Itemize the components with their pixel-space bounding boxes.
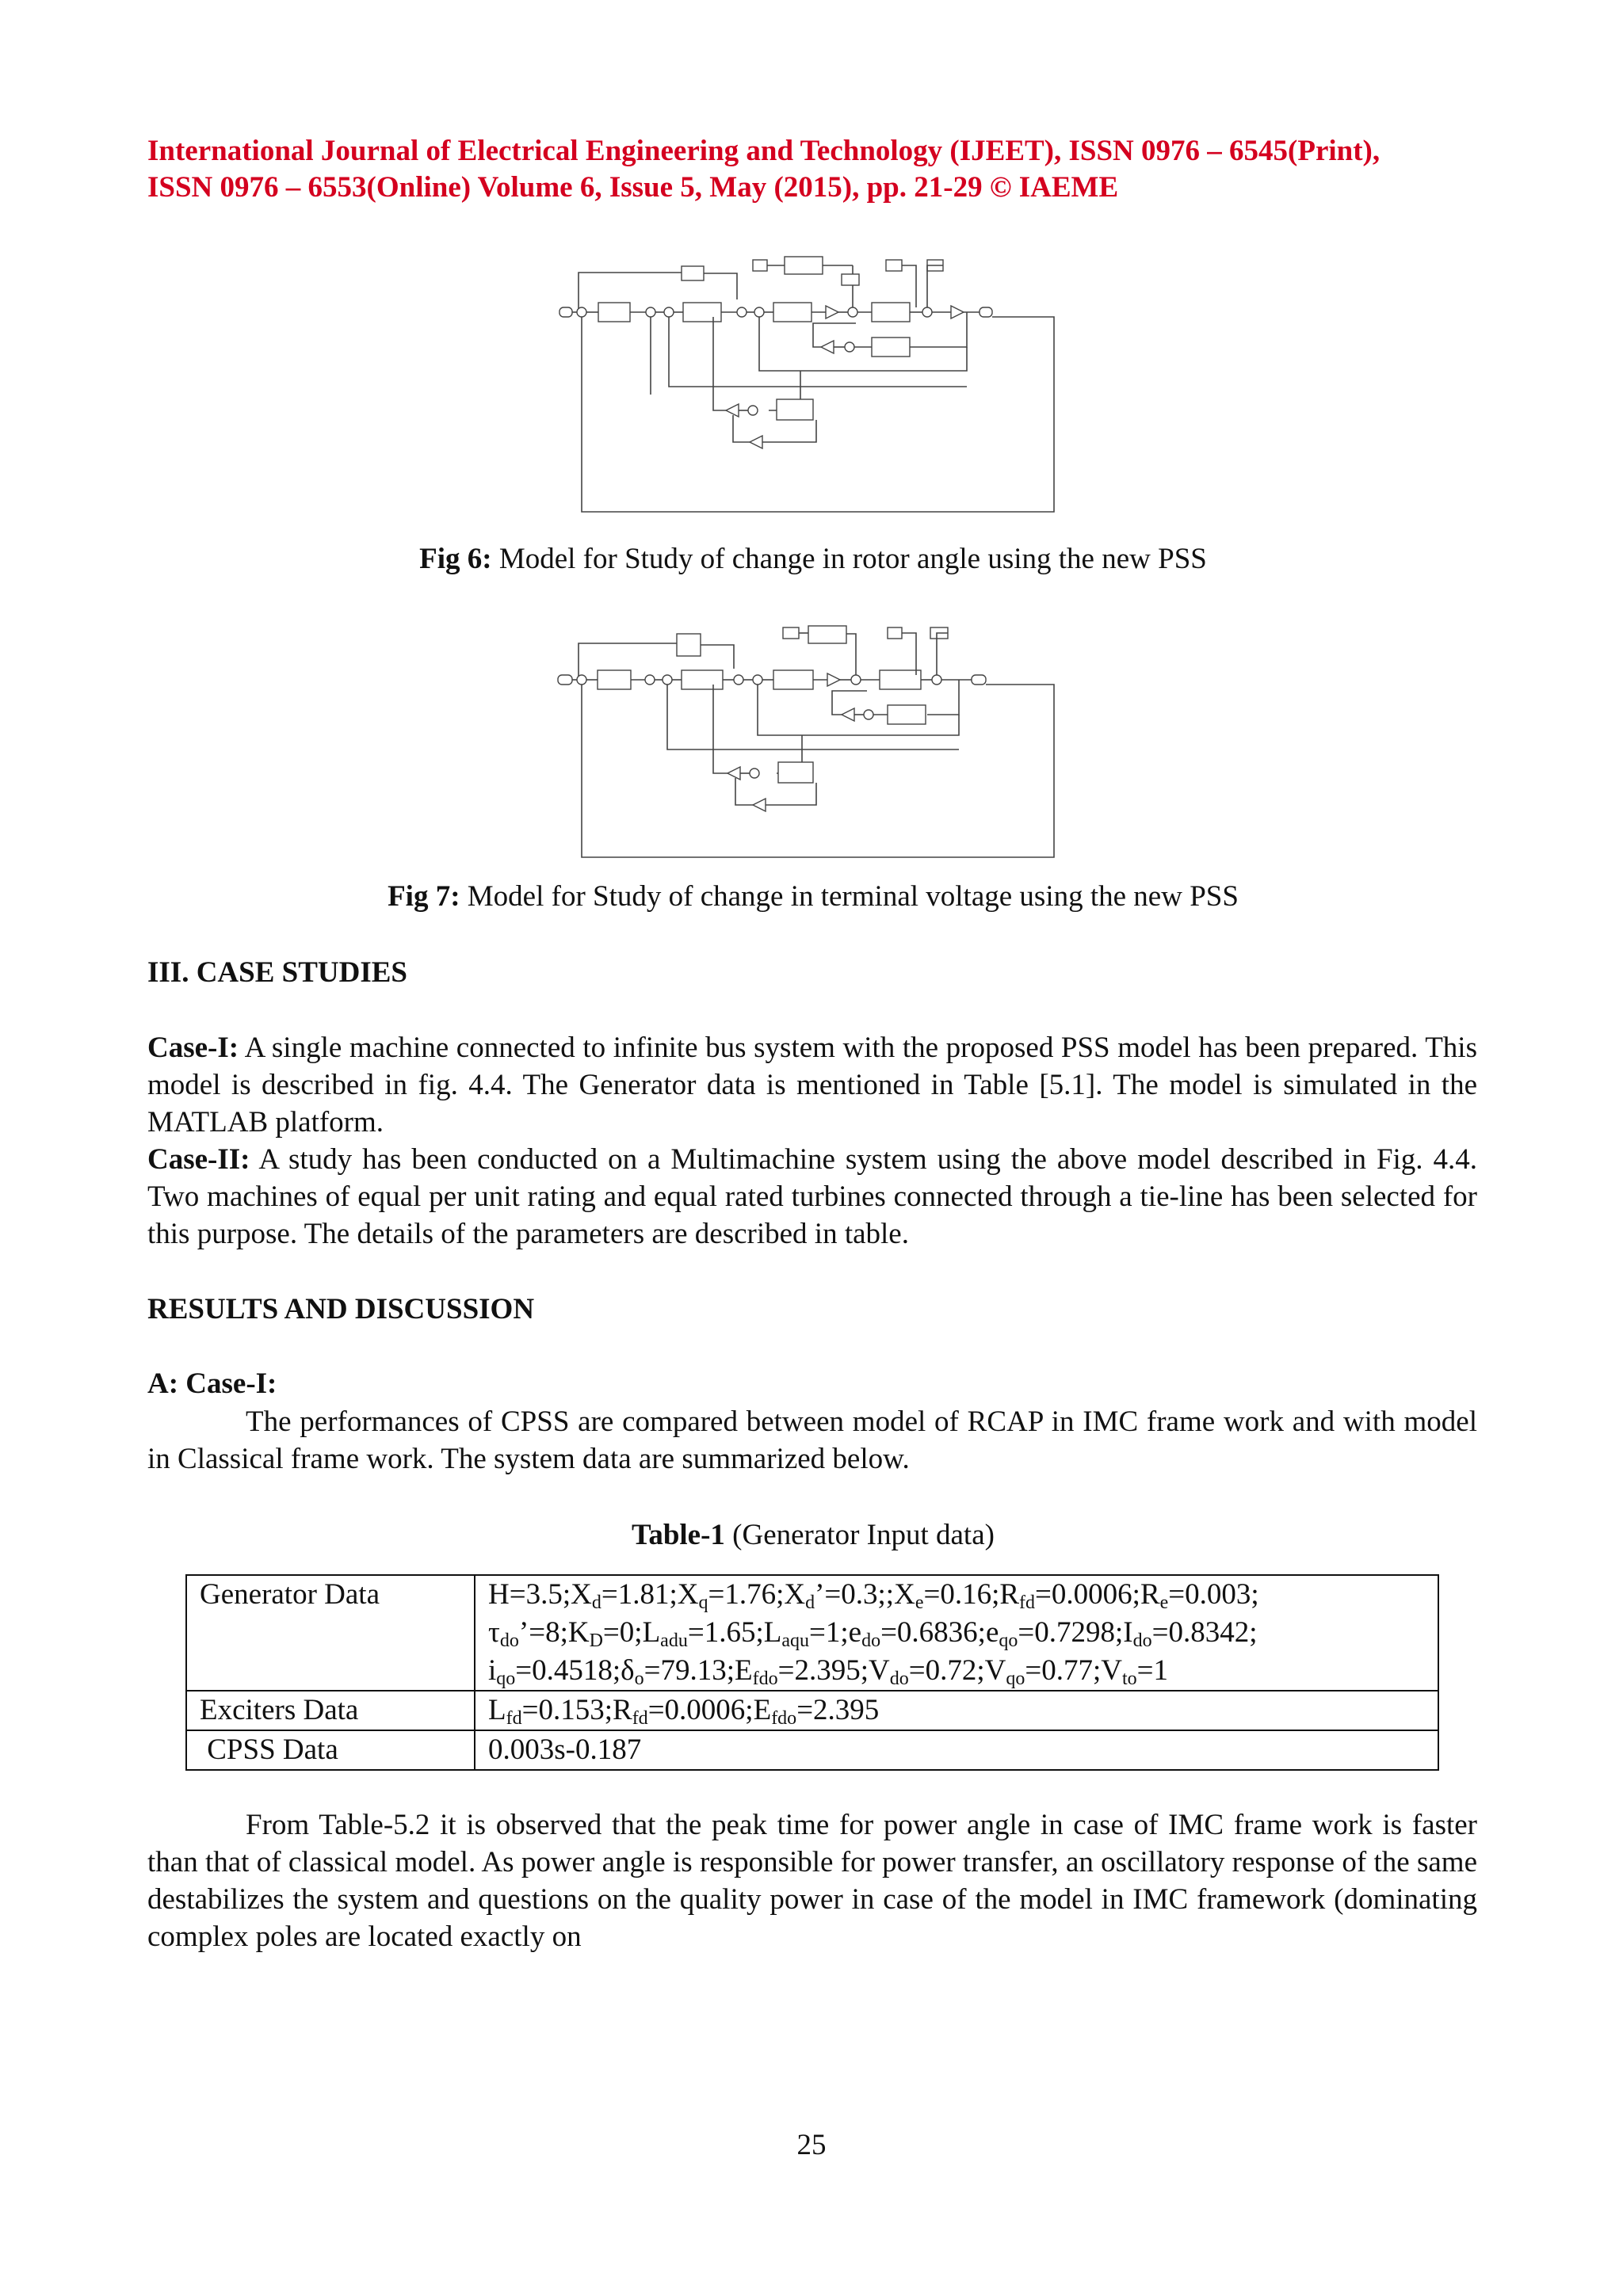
results-paragraph: From Table-5.2 it is observed that the peak time for power angle in case of IMC frame work is faster than that of classical model. As power angle is responsible for power transfer, an oscillatory response of the same destabilizes the system and questions on the quality power in case of the model in IMC framework (dominating complex poles are located exactly on [147,1809,1477,1953]
journal-header-line-1: International Journal of Electrical Engineering and Technology (IJEET), ISSN 0976 – 6545(Print), [147,135,1381,167]
table1-label: Table-1 [632,1519,725,1551]
table-cell-label: Generator Data [186,1575,475,1691]
fig6-label: Fig 6: [419,543,492,575]
subsection-heading-case1: A: Case-I: [147,1367,277,1400]
table-cell-label: Exciters Data [186,1691,475,1730]
generator-input-table [185,1574,1439,1771]
journal-header [147,133,1479,206]
table-row [186,1691,1438,1730]
generator-data-value: $H=3.5;X_d=1.81;X_q=1.76;X_d’=0.3;;X_e=0.16;R_{fd}=0.0006;R_e=0.003$; $\tau_{do}’=8;K_D=0;L_{adu}=1.65;L_{aqu}=1;e_{do}=0.6836;e_{qo}=0.7298;I_{do}=0.8342$; $i_{qo}=0.4518;\delta_o=79.13;E_{fdo}=2.395;V_{do}=0.72;V_{qo}=0.77;V_{to}=1$ [475,1575,1438,1691]
case1-text: A single machine connected to infinite bus system with the proposed PSS model has been prepared. This model is described in fig. 4.4. The Generator data is mentioned in Table [5.1]. The model is simulated in the MATLAB platform. [147,1032,1477,1138]
case2-paragraph [147,1141,1477,1253]
fig6-simulink-model [555,252,1078,521]
fig7-diagram [555,624,1078,862]
case1-label: Case-I: [147,1032,239,1064]
case1-paragraph [147,1029,1477,1141]
fig7-simulink-model [555,624,1078,862]
table1-title [147,1517,1479,1554]
fig7-label: Fig 7: [388,880,460,913]
cpss-data-value: 0.003s-0.187 [475,1730,1438,1770]
table-cell-label: CPSS Data [186,1730,475,1770]
case2-label: Case-II: [147,1143,250,1176]
case2-text: A study has been conducted on a Multimachine system using the above model described in Fig. 4.4. Two machines of equal per unit rating and equal rated turbines connected through a tie-line has been selected for this purpose. The details of the parameters are described in table. [147,1143,1477,1250]
page-number: 25 [796,2129,827,2161]
table1-subtitle: (Generator Input data) [724,1519,995,1551]
section-heading-results: RESULTS AND DISCUSSION [147,1293,535,1325]
fig6-caption-text: Model for Study of change in rotor angle using the new PSS [491,543,1207,575]
table-row [186,1730,1438,1770]
fig6-diagram [555,252,1078,521]
section-heading-case-studies: III. CASE STUDIES [147,956,407,989]
cpss-comparison-paragraph: The performances of CPSS are compared between model of RCAP in IMC frame work and with model in Classical frame work. The system data are summarized below. [147,1405,1477,1475]
fig7-caption [147,879,1479,915]
journal-header-line-2: ISSN 0976 – 6553(Online) Volume 6, Issue 5, May (2015), pp. 21-29 © IAEME [147,171,1119,204]
fig6-caption [147,541,1479,578]
exciters-data-value: $L_{fd}=0.153;R_{fd}=0.0006;E_{fdo}=2.395$ [475,1691,1438,1730]
fig7-caption-text: Model for Study of change in terminal voltage using the new PSS [460,880,1239,913]
table-row [186,1575,1438,1691]
